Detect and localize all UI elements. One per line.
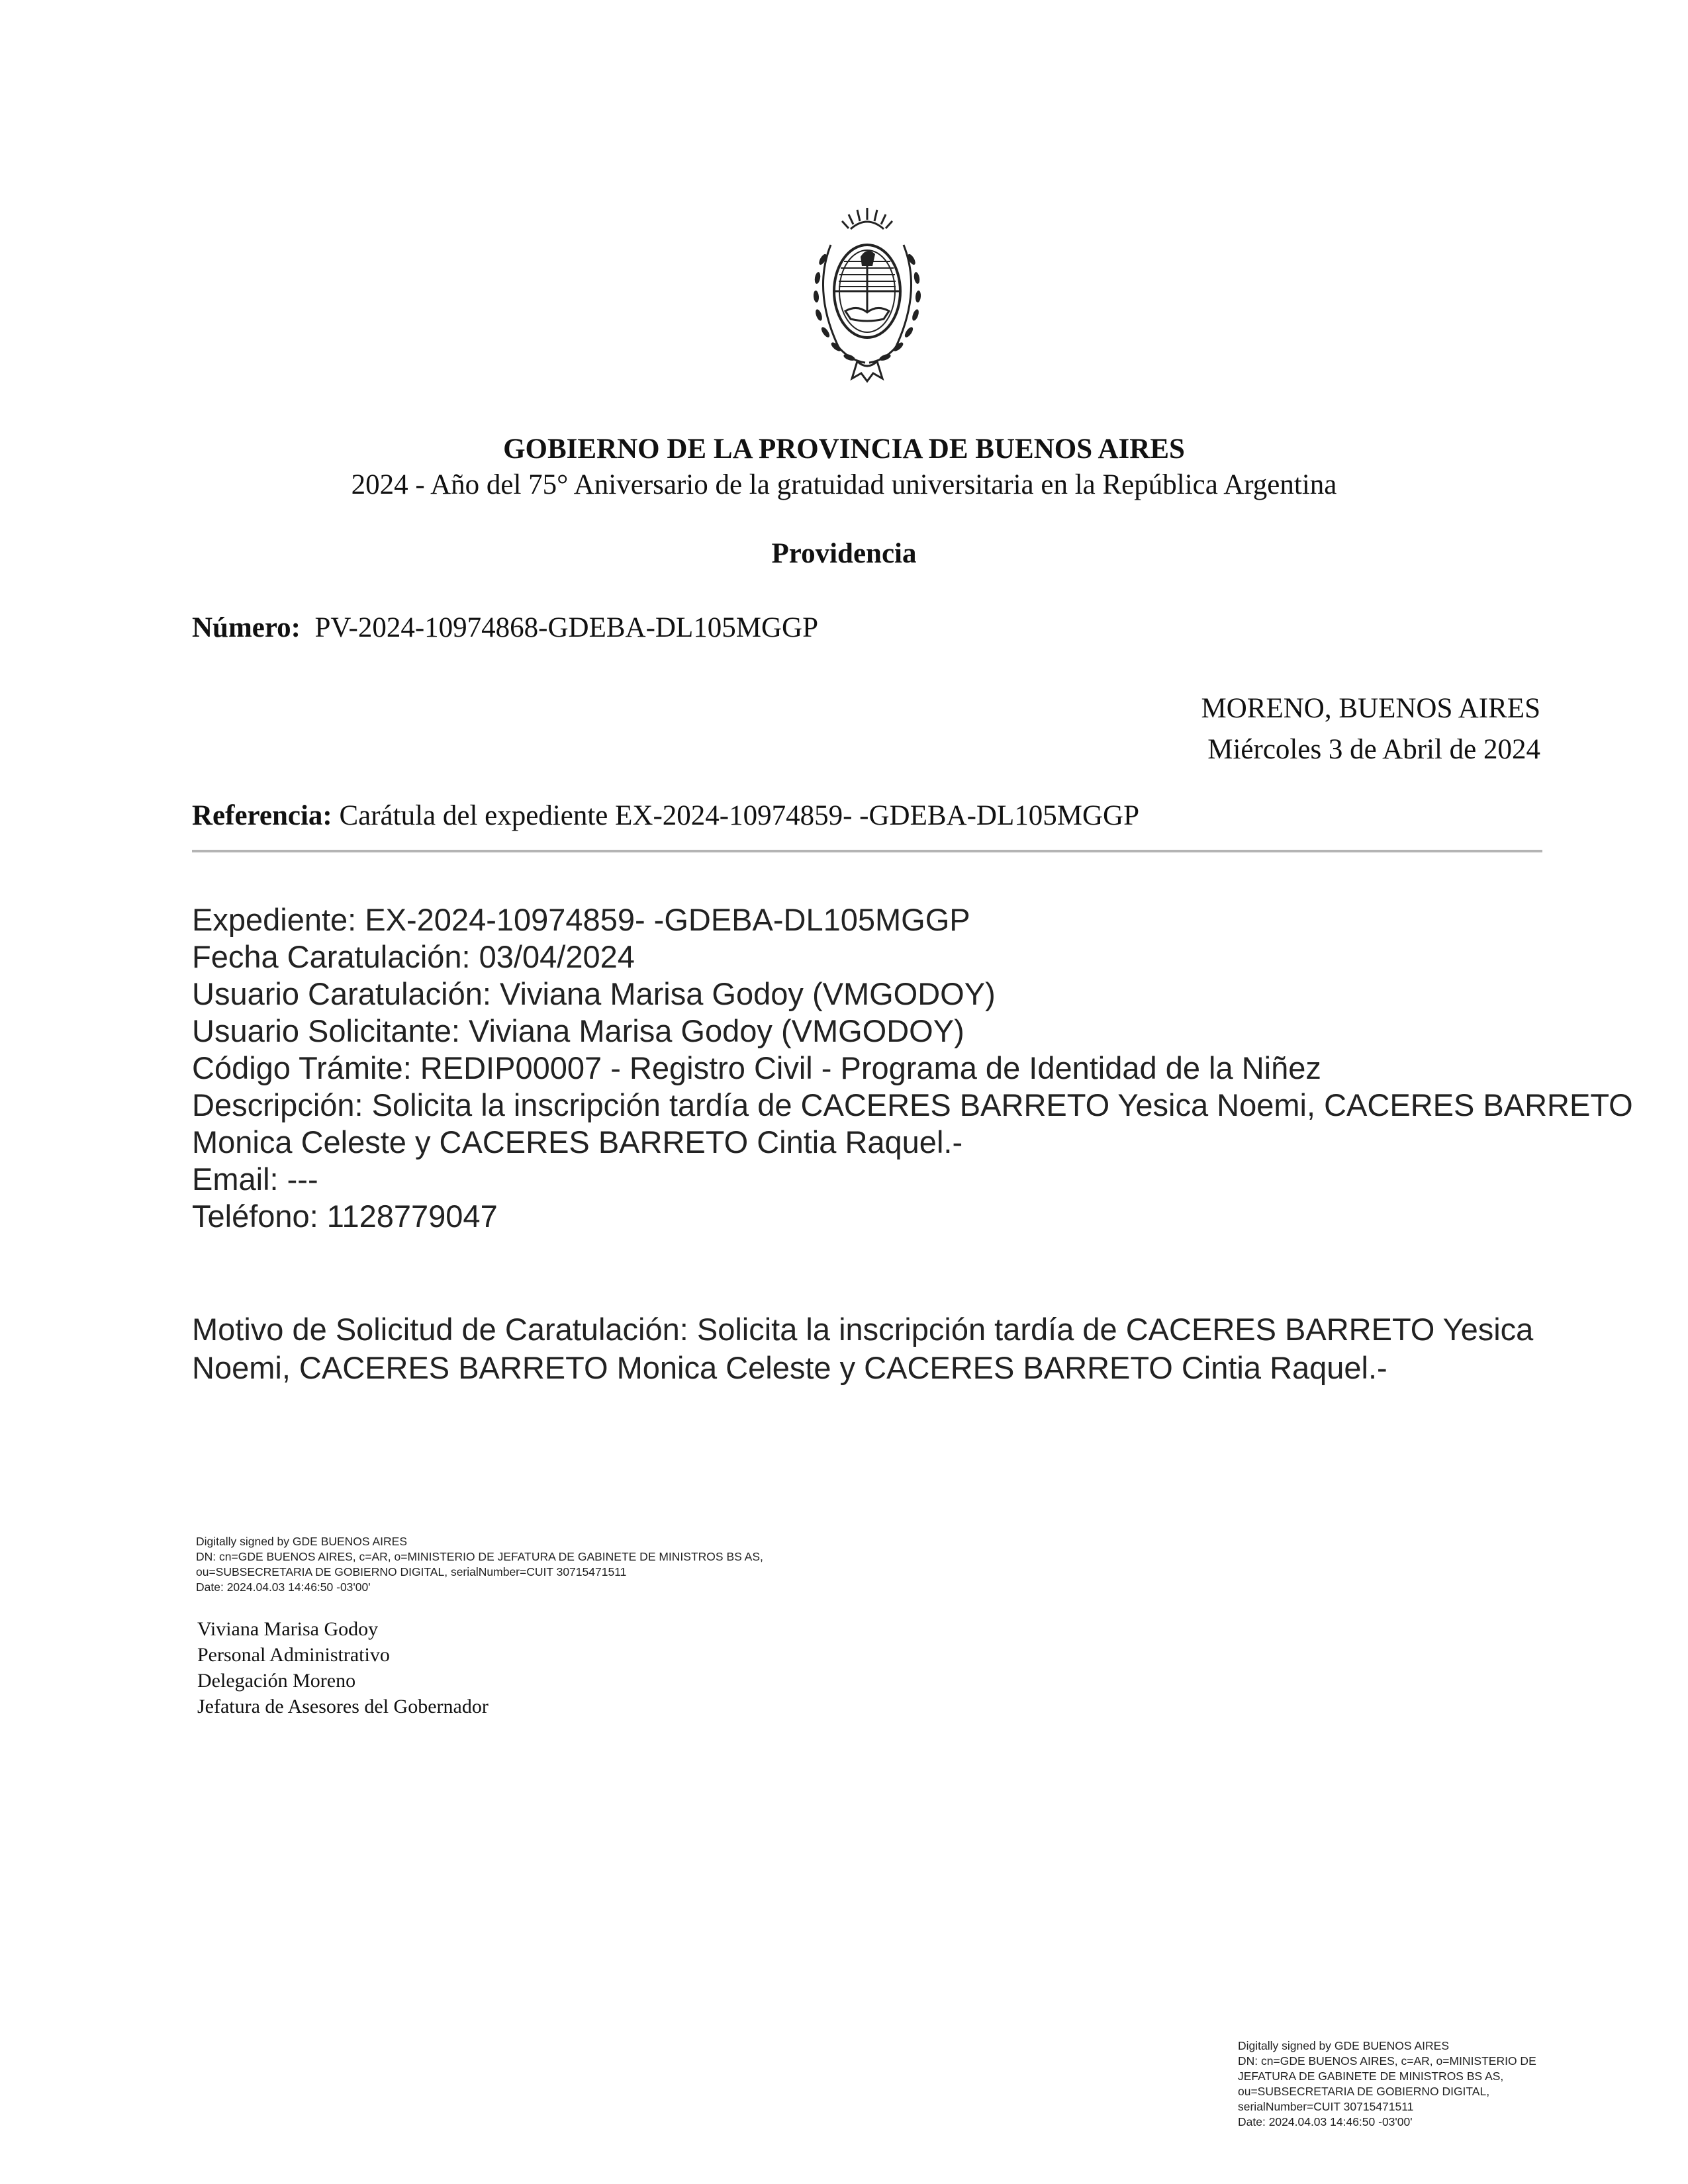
signer-office: Delegación Moreno [197, 1670, 356, 1692]
reference-value: Carátula del expediente EX-2024-10974859- -GDEBA-DL105MGGP [339, 800, 1139, 831]
footer-signature-line: Date: 2024.04.03 14:46:50 -03'00' [1238, 2115, 1413, 2128]
case-line-fecha: Fecha Caratulación: 03/04/2024 [192, 939, 635, 974]
place-city: MORENO, BUENOS AIRES [1201, 693, 1540, 724]
digital-signature-stamp [196, 1534, 763, 1595]
footer-signature-line: ou=SUBSECRETARIA DE GOBIERNO DIGITAL, [1238, 2085, 1490, 2098]
signer-role: Personal Administrativo [197, 1644, 390, 1666]
request-reason-line: Motivo de Solicitud de Caratulación: Solicita la inscripción tardía de CACERES BARRETO Yesica [192, 1312, 1534, 1347]
footer-signature-line: serialNumber=CUIT 30715471511 [1238, 2100, 1414, 2113]
footer-digital-signature-stamp [1238, 2038, 1536, 2130]
case-details [192, 901, 1648, 1235]
case-line-codigo-tramite: Código Trámite: REDIP00007 - Registro Civil - Programa de Identidad de la Niñez [192, 1050, 1321, 1085]
document-number-label: Número: [192, 612, 301, 643]
signer-name: Viviana Marisa Godoy [197, 1618, 379, 1640]
document-type: Providencia [771, 538, 917, 569]
case-line-email: Email: --- [192, 1161, 318, 1197]
coat-of-arms-seal-icon [804, 205, 930, 384]
signer-block [197, 1616, 489, 1719]
signature-stamp-line: DN: cn=GDE BUENOS AIRES, c=AR, o=MINISTERIO DE JEFATURA DE GABINETE DE MINISTROS BS AS, [196, 1550, 763, 1563]
footer-signature-line: JEFATURA DE GABINETE DE MINISTROS BS AS, [1238, 2070, 1504, 2083]
request-reason [192, 1310, 1556, 1387]
case-line-usuario-solicitante: Usuario Solicitante: Viviana Marisa Godoy (VMGODOY) [192, 1013, 964, 1048]
government-title: GOBIERNO DE LA PROVINCIA DE BUENOS AIRES [503, 433, 1185, 465]
document-number [192, 612, 818, 644]
footer-signature-line: Digitally signed by GDE BUENOS AIRES [1238, 2039, 1450, 2052]
case-line-usuario-caratulacion: Usuario Caratulación: Viviana Marisa Godoy (VMGODOY) [192, 976, 996, 1011]
reference-label: Referencia: [192, 800, 332, 831]
document-number-value: PV-2024-10974868-GDEBA-DL105MGGP [314, 612, 818, 643]
signature-stamp-line: Date: 2024.04.03 14:46:50 -03'00' [196, 1580, 371, 1594]
header-divider [192, 850, 1542, 852]
case-line-descripcion: Descripción: Solicita la inscripción tardía de CACERES BARRETO Yesica Noemi, CACERES BARRETO [192, 1087, 1633, 1122]
signature-stamp-line: ou=SUBSECRETARIA DE GOBIERNO DIGITAL, serialNumber=CUIT 30715471511 [196, 1565, 627, 1578]
case-line-descripcion-cont: Monica Celeste y CACERES BARRETO Cintia Raquel.- [192, 1124, 963, 1160]
place-date: Miércoles 3 de Abril de 2024 [1207, 734, 1540, 765]
signature-stamp-line: Digitally signed by GDE BUENOS AIRES [196, 1535, 408, 1548]
reference [192, 799, 1139, 832]
signer-department: Jefatura de Asesores del Gobernador [197, 1696, 489, 1717]
year-motto: 2024 - Año del 75° Aniversario de la gratuidad universitaria en la República Argentina [351, 469, 1337, 500]
case-line-telefono: Teléfono: 1128779047 [192, 1199, 498, 1234]
footer-signature-line: DN: cn=GDE BUENOS AIRES, c=AR, o=MINISTERIO DE [1238, 2054, 1536, 2068]
case-line-expediente: Expediente: EX-2024-10974859- -GDEBA-DL105MGGP [192, 902, 970, 937]
request-reason-line: Noemi, CACERES BARRETO Monica Celeste y CACERES BARRETO Cintia Raquel.- [192, 1350, 1387, 1385]
place-and-date [1201, 688, 1540, 770]
